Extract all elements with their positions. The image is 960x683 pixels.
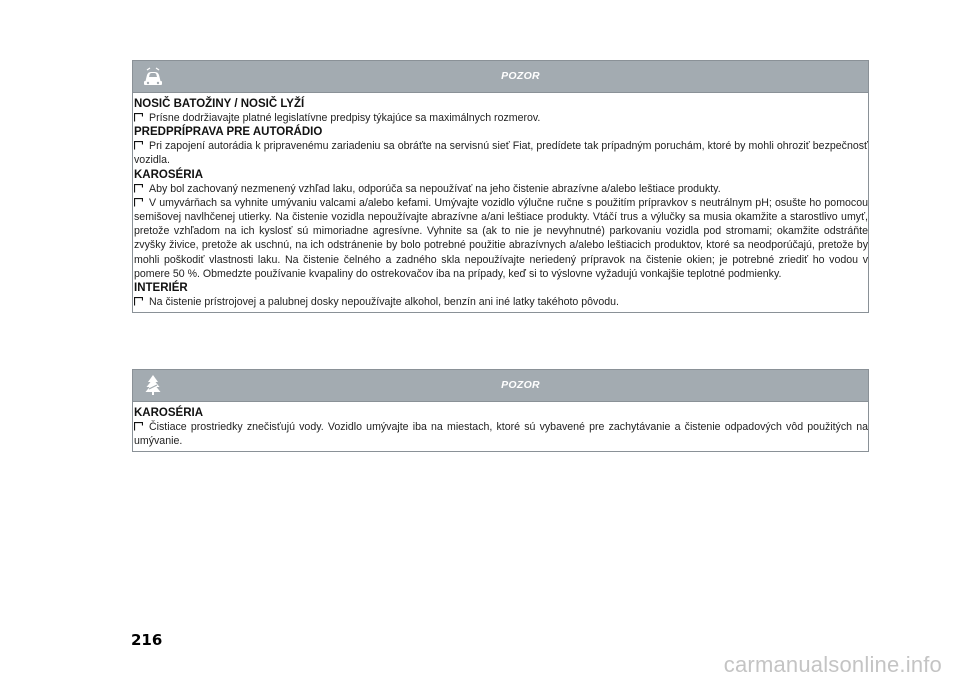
- bullet-icon: [134, 198, 143, 207]
- warning-box-1-body: [133, 93, 868, 312]
- bullet-icon: [134, 113, 143, 122]
- section-heading: KAROSÉRIA: [134, 168, 204, 181]
- section-paragraph: Pri zapojení autorádia k pripravenému zariadeniu sa obráťte na servisnú sieť Fiat, predídete tak prípadným poruchám, ktoré by mohli ohroziť bezpečnosť vozidla.: [134, 140, 868, 167]
- section-paragraph: V umyvárňach sa vyhnite umývaniu valcami a/alebo kefami. Umývajte vozidlo výlučne ručne s použitím prípravkov s neutrálnym pH; osušte ho pomocou semišovej navlhčenej utierky. Na čistenie vozidla nepoužívajte abrazívne a/ani leštiace produkty. Vtáčí trus a výlučky sa musia okamžite a starostlivo umyť, pretože vzhľadom na ich kyslosť sú mimoriadne agresívne. Vyhnite sa (ak to nie je nevyhnutné) parkovaniu vozidla pod stromami; okamžite odstráňte zvyšky živice, pretože ak uschnú, na ich odstránenie by bolo potrebné použitie abrazívnych a/alebo leštiacich produktov, ktoré sa neodporúčajú, pretože by mohli poškodiť vlastnosti laku. Na čistenie čelného a zadného skla nepoužívajte neriedený prípravok na čistenie okien; je potrebné zriediť ho vodou v pomere 50 %. Obmedzte používanie kvapaliny do ostrekovačov iba na prípady, keď si to výslovne vyžadujú vonkajšie teplotné podmienky.: [134, 196, 868, 280]
- warning-box-2-body: [133, 402, 868, 451]
- section-heading: PREDPRÍPRAVA PRE AUTORÁDIO: [134, 126, 323, 139]
- section-paragraph: Prísne dodržiavajte platné legislatívne predpisy týkajúce sa maximálnych rozmerov.: [134, 111, 868, 125]
- bullet-icon: [134, 184, 143, 193]
- bullet-icon: [134, 297, 143, 306]
- bullet-icon: [134, 141, 143, 150]
- bullet-icon: [134, 422, 143, 431]
- warning-box-1-title: POZOR: [501, 70, 540, 82]
- warning-box-1-header: [133, 61, 868, 93]
- warning-box-2: [132, 369, 869, 452]
- page-number: 216: [131, 631, 163, 649]
- section-heading: KAROSÉRIA: [134, 407, 204, 419]
- section-paragraph: Čistiace prostriedky znečisťujú vody. Vozidlo umývajte iba na miestach, ktoré sú vybavené pre zachytávanie a čistenie odpadových vôd použitých na umývanie.: [134, 421, 868, 448]
- warning-box-1: [132, 60, 869, 313]
- section-paragraph: Aby bol zachovaný nezmenený vzhľad laku, odporúča sa nepoužívať na jeho čistenie abrazívne a/alebo leštiace produkty.: [134, 182, 868, 196]
- section-heading: NOSIČ BATOŽINY / NOSIČ LYŽÍ: [134, 98, 305, 110]
- warning-box-2-title: POZOR: [501, 379, 540, 391]
- section-paragraph: Na čistenie prístrojovej a palubnej dosky nepoužívajte alkohol, benzín ani iné latky takéhoto pôvodu.: [134, 295, 868, 309]
- warning-box-2-header: [133, 370, 868, 402]
- watermark: carmanualsonline.info: [723, 652, 942, 677]
- section-heading: INTERIÉR: [134, 282, 188, 295]
